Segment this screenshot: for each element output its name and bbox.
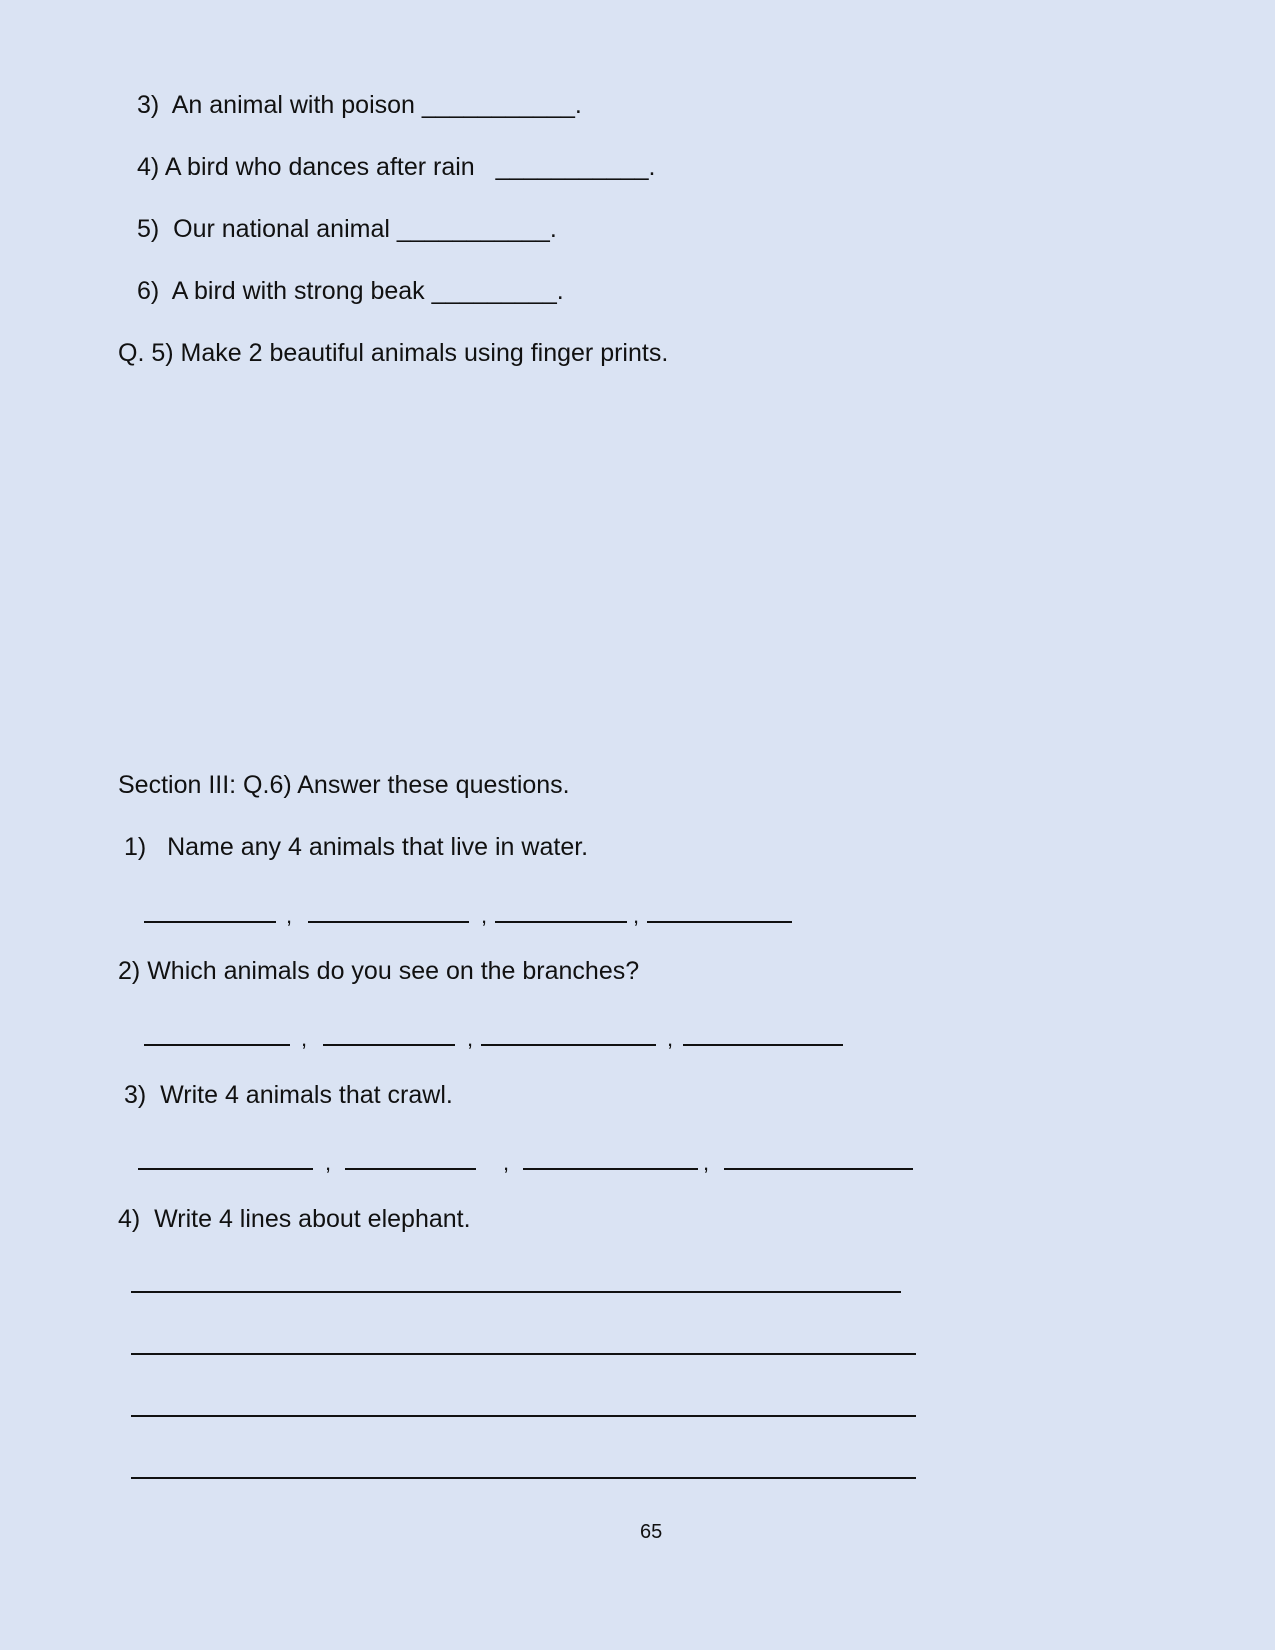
answer-blank[interactable]: ___________ [421, 91, 575, 119]
question-number: 4) [118, 1205, 141, 1233]
answer-blank[interactable] [144, 921, 276, 923]
writing-line[interactable] [131, 1415, 916, 1417]
item-number: 4) [137, 153, 160, 181]
question-3 [124, 1079, 453, 1111]
writing-line[interactable] [131, 1353, 916, 1355]
question-text: Write 4 lines about elephant. [154, 1205, 471, 1233]
answer-blank[interactable] [481, 1044, 656, 1046]
fill-blank-item-6 [137, 275, 564, 307]
fill-blank-item-4 [137, 151, 655, 183]
item-number: 5) [137, 215, 160, 243]
item-end: . [556, 277, 564, 305]
question-text: Which animals do you see on the branches? [147, 957, 640, 985]
separator-comma: , [667, 1026, 674, 1051]
question-number: 3) [124, 1081, 147, 1109]
answer-blank[interactable]: ___________ [396, 215, 550, 243]
answer-blank[interactable] [345, 1168, 476, 1170]
separator-comma: , [325, 1150, 332, 1175]
answer-blank[interactable]: ___________ [495, 153, 649, 181]
separator-comma: , [633, 903, 640, 928]
fill-blank-item-3 [137, 89, 582, 121]
question-1 [124, 831, 588, 863]
question-text: Name any 4 animals that live in water. [167, 833, 589, 861]
item-text: Our national animal [173, 215, 390, 243]
answer-blank[interactable] [138, 1168, 313, 1170]
separator-comma: , [467, 1026, 474, 1051]
answer-blank[interactable] [144, 1044, 290, 1046]
item-end: . [648, 153, 656, 181]
separator-comma: , [703, 1150, 710, 1175]
item-number: 6) [137, 277, 160, 305]
fill-blank-item-5 [137, 213, 557, 245]
writing-line[interactable] [131, 1477, 916, 1479]
question-text: Write 4 animals that crawl. [160, 1081, 453, 1109]
question-2 [118, 955, 639, 987]
separator-comma: , [301, 1026, 308, 1051]
q5-question: Q. 5) Make 2 beautiful animals using finger prints. [118, 339, 669, 367]
answer-blank[interactable]: _________ [431, 277, 557, 305]
section-heading: Section III: Q.6) Answer these questions. [118, 771, 570, 799]
separator-comma: , [503, 1150, 510, 1175]
answer-blank[interactable] [523, 1168, 698, 1170]
item-number: 3) [137, 91, 160, 119]
item-end: . [549, 215, 557, 243]
item-text: A bird with strong beak [171, 277, 425, 305]
separator-comma: , [286, 903, 293, 928]
question-number: 2) [118, 957, 141, 985]
question-4 [118, 1203, 471, 1235]
answer-blank[interactable] [647, 921, 792, 923]
answer-blank[interactable] [724, 1168, 913, 1170]
finger-print-drawing-area[interactable] [118, 380, 1118, 750]
item-end: . [574, 91, 582, 119]
item-text: An animal with poison [171, 91, 415, 119]
writing-line[interactable] [131, 1291, 901, 1293]
answer-blank[interactable] [308, 921, 469, 923]
answer-blank[interactable] [495, 921, 627, 923]
item-text: A bird who dances after rain [164, 153, 475, 181]
answer-blank[interactable] [323, 1044, 455, 1046]
separator-comma: , [481, 903, 488, 928]
answer-blank[interactable] [683, 1044, 843, 1046]
page-number: 65 [640, 1521, 663, 1543]
question-number: 1) [124, 833, 147, 861]
